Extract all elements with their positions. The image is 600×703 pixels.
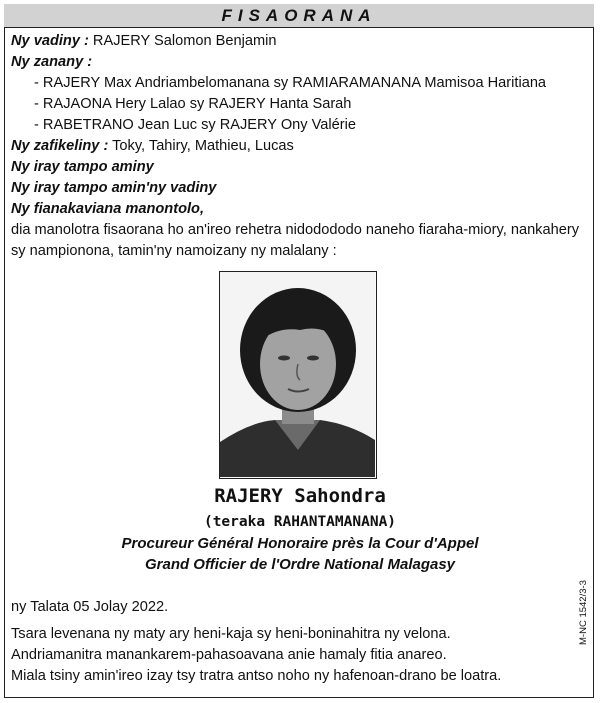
zanany-item: - RABETRANO Jean Luc sy RAJERY Ony Valérie	[34, 117, 356, 133]
iray-tampo-aminy: Ny iray tampo aminy	[11, 159, 154, 175]
portrait-photo	[219, 271, 377, 479]
closing-section	[11, 624, 551, 687]
family-section	[11, 31, 581, 262]
zanany-item: - RAJAONA Hery Lalao sy RAJERY Hanta Sarah	[34, 96, 352, 112]
vadiny-value: RAJERY Salomon Benjamin	[92, 33, 277, 49]
deceased-maiden-name: (teraka RAHANTAMANANA)	[203, 514, 397, 530]
notice-title: FISAORANA	[221, 6, 377, 25]
deceased-title-2: Grand Officier de l'Ordre National Malagasy	[144, 556, 456, 573]
closing-line: Andriamanitra manankarem-pahasoavana anie hamaly fitia anareo.	[11, 647, 447, 663]
zafikeliny-label: Ny zafikeliny :	[11, 138, 109, 154]
deceased-title-1: Procureur Général Honoraire près la Cour d'Appel	[121, 535, 479, 552]
closing-line: Miala tsiny amin'ireo izay tsy tratra antso noho ny hafenoan-drano be loatra.	[11, 668, 502, 684]
deceased-name: RAJERY Sahondra	[214, 485, 386, 507]
iray-tampo-vadiny: Ny iray tampo amin'ny vadiny	[11, 180, 217, 196]
notice-header	[4, 4, 594, 28]
reference-code: M-NC 1542/3-3	[578, 580, 589, 645]
portrait-icon	[220, 272, 375, 477]
zanany-item: - RAJERY Max Andriambelomanana sy RAMIARAMANANA Mamisoa Haritiana	[34, 75, 547, 91]
vadiny-label: Ny vadiny :	[11, 33, 89, 49]
zanany-label: Ny zanany :	[11, 54, 93, 70]
date-line: ny Talata 05 Jolay 2022.	[11, 599, 169, 615]
closing-line: Tsara levenana ny maty ary heni-kaja sy heni-boninahitra ny velona.	[11, 626, 451, 642]
zafikeliny-value: Toky, Tahiry, Mathieu, Lucas	[112, 138, 294, 154]
zafikeliny-line	[11, 136, 581, 157]
fianakaviana: Ny fianakaviana manontolo,	[11, 201, 205, 217]
vadiny-line	[11, 31, 581, 52]
thanks-message: dia manolotra fisaorana ho an'ireo rehetra nidodododo naneho fiaraha-miory, nankahery sy nampionona, tamin'ny namoizany ny malalany :	[11, 222, 579, 259]
